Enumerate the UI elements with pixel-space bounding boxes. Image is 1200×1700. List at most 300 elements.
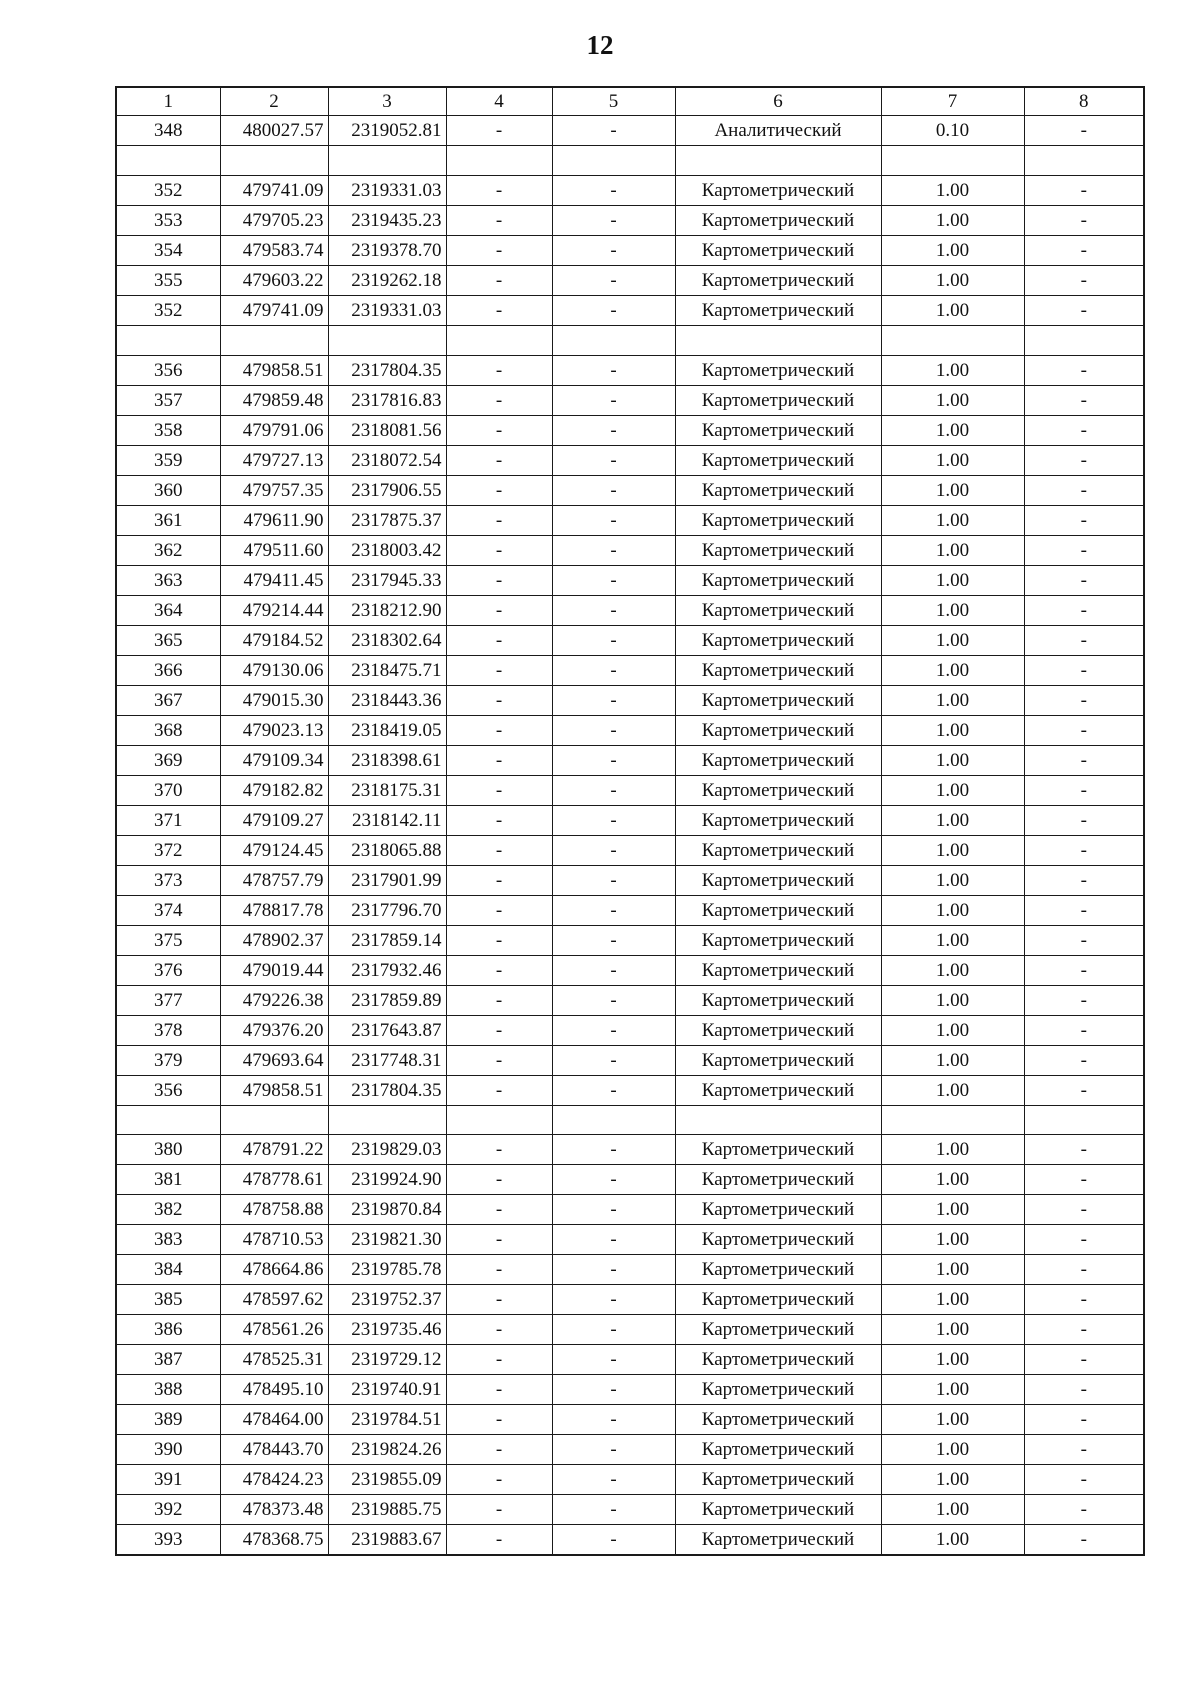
table-row: [116, 1345, 1144, 1375]
y-coordinate-cell: 2318419.05: [328, 715, 446, 745]
y-coordinate-cell: 2317859.14: [328, 925, 446, 955]
y-coordinate-cell: [328, 1105, 446, 1135]
table-row: [116, 895, 1144, 925]
x-coordinate-cell: 480027.57: [220, 116, 328, 146]
accuracy-cell: 1.00: [881, 1465, 1024, 1495]
accuracy-cell: 1.00: [881, 1345, 1024, 1375]
table-separator-row: [116, 1105, 1144, 1135]
col4-cell: -: [446, 715, 552, 745]
table-row: [116, 1015, 1144, 1045]
col5-cell: -: [552, 505, 675, 535]
method-cell: Картометрический: [675, 235, 881, 265]
point-number-cell: 369: [116, 745, 220, 775]
column-header-8: 8: [1024, 87, 1144, 116]
method-cell: Картометрический: [675, 1345, 881, 1375]
col5-cell: -: [552, 775, 675, 805]
col8-cell: -: [1024, 415, 1144, 445]
col5-cell: -: [552, 355, 675, 385]
x-coordinate-cell: 478778.61: [220, 1165, 328, 1195]
y-coordinate-cell: 2318443.36: [328, 685, 446, 715]
x-coordinate-cell: [220, 325, 328, 355]
col4-cell: -: [446, 835, 552, 865]
col8-cell: -: [1024, 1495, 1144, 1525]
table-row: [116, 1075, 1144, 1105]
col5-cell: -: [552, 475, 675, 505]
col4-cell: -: [446, 1315, 552, 1345]
table-row: [116, 385, 1144, 415]
accuracy-cell: 1.00: [881, 385, 1024, 415]
col8-cell: -: [1024, 1075, 1144, 1105]
x-coordinate-cell: 479583.74: [220, 235, 328, 265]
point-number-cell: 376: [116, 955, 220, 985]
y-coordinate-cell: 2319735.46: [328, 1315, 446, 1345]
col4-cell: -: [446, 1255, 552, 1285]
accuracy-cell: 1.00: [881, 175, 1024, 205]
method-cell: Картометрический: [675, 835, 881, 865]
col8-cell: -: [1024, 505, 1144, 535]
table-row: [116, 175, 1144, 205]
accuracy-cell: 1.00: [881, 685, 1024, 715]
col5-cell: -: [552, 1465, 675, 1495]
method-cell: Картометрический: [675, 1075, 881, 1105]
col8-cell: -: [1024, 1285, 1144, 1315]
table-row: [116, 1315, 1144, 1345]
col4-cell: -: [446, 235, 552, 265]
y-coordinate-cell: 2319829.03: [328, 1135, 446, 1165]
x-coordinate-cell: 478757.79: [220, 865, 328, 895]
col8-cell: -: [1024, 745, 1144, 775]
accuracy-cell: 1.00: [881, 535, 1024, 565]
table-row: [116, 655, 1144, 685]
table-row: [116, 925, 1144, 955]
point-number-cell: 358: [116, 415, 220, 445]
accuracy-cell: 1.00: [881, 1405, 1024, 1435]
col4-cell: -: [446, 1045, 552, 1075]
y-coordinate-cell: 2318398.61: [328, 745, 446, 775]
y-coordinate-cell: 2317906.55: [328, 475, 446, 505]
y-coordinate-cell: 2319752.37: [328, 1285, 446, 1315]
col4-cell: -: [446, 805, 552, 835]
accuracy-cell: 1.00: [881, 1525, 1024, 1556]
col8-cell: -: [1024, 955, 1144, 985]
point-number-cell: 355: [116, 265, 220, 295]
x-coordinate-cell: 478758.88: [220, 1195, 328, 1225]
point-number-cell: 363: [116, 565, 220, 595]
y-coordinate-cell: 2319883.67: [328, 1525, 446, 1556]
accuracy-cell: 1.00: [881, 1435, 1024, 1465]
col8-cell: -: [1024, 865, 1144, 895]
col5-cell: -: [552, 925, 675, 955]
method-cell: Картометрический: [675, 655, 881, 685]
y-coordinate-cell: 2318072.54: [328, 445, 446, 475]
point-number-cell: 392: [116, 1495, 220, 1525]
col4-cell: [446, 146, 552, 176]
col5-cell: [552, 325, 675, 355]
y-coordinate-cell: 2319729.12: [328, 1345, 446, 1375]
y-coordinate-cell: 2318142.11: [328, 805, 446, 835]
table-row: [116, 865, 1144, 895]
accuracy-cell: 1.00: [881, 655, 1024, 685]
col8-cell: -: [1024, 116, 1144, 146]
method-cell: Картометрический: [675, 1225, 881, 1255]
x-coordinate-cell: 479791.06: [220, 415, 328, 445]
point-number-cell: 372: [116, 835, 220, 865]
table-row: [116, 1165, 1144, 1195]
accuracy-cell: 1.00: [881, 1015, 1024, 1045]
col4-cell: -: [446, 775, 552, 805]
col4-cell: -: [446, 265, 552, 295]
col8-cell: -: [1024, 625, 1144, 655]
table-row: [116, 1285, 1144, 1315]
point-number-cell: 353: [116, 205, 220, 235]
table-row: [116, 775, 1144, 805]
col5-cell: -: [552, 655, 675, 685]
y-coordinate-cell: 2317859.89: [328, 985, 446, 1015]
y-coordinate-cell: 2317901.99: [328, 865, 446, 895]
x-coordinate-cell: 479015.30: [220, 685, 328, 715]
col8-cell: -: [1024, 535, 1144, 565]
column-header-2: 2: [220, 87, 328, 116]
accuracy-cell: 1.00: [881, 1195, 1024, 1225]
accuracy-cell: 1.00: [881, 355, 1024, 385]
col5-cell: -: [552, 1525, 675, 1556]
table-row: [116, 1405, 1144, 1435]
point-number-cell: [116, 325, 220, 355]
point-number-cell: 389: [116, 1405, 220, 1435]
table-row: [116, 355, 1144, 385]
column-header-7: 7: [881, 87, 1024, 116]
y-coordinate-cell: 2317748.31: [328, 1045, 446, 1075]
table-body: [116, 116, 1144, 1556]
table-row: [116, 955, 1144, 985]
table-row: [116, 535, 1144, 565]
col4-cell: -: [446, 1495, 552, 1525]
x-coordinate-cell: 478368.75: [220, 1525, 328, 1556]
y-coordinate-cell: 2319740.91: [328, 1375, 446, 1405]
y-coordinate-cell: 2319435.23: [328, 205, 446, 235]
col5-cell: -: [552, 1435, 675, 1465]
col8-cell: -: [1024, 265, 1144, 295]
accuracy-cell: 1.00: [881, 745, 1024, 775]
col8-cell: -: [1024, 295, 1144, 325]
method-cell: Картометрический: [675, 1255, 881, 1285]
accuracy-cell: [881, 146, 1024, 176]
col8-cell: -: [1024, 685, 1144, 715]
accuracy-cell: 1.00: [881, 895, 1024, 925]
table-row: [116, 805, 1144, 835]
col4-cell: -: [446, 565, 552, 595]
col8-cell: -: [1024, 205, 1144, 235]
point-number-cell: 371: [116, 805, 220, 835]
col8-cell: -: [1024, 1525, 1144, 1556]
point-number-cell: 356: [116, 355, 220, 385]
method-cell: Картометрический: [675, 505, 881, 535]
accuracy-cell: 1.00: [881, 865, 1024, 895]
point-number-cell: [116, 146, 220, 176]
col4-cell: -: [446, 895, 552, 925]
y-coordinate-cell: 2317875.37: [328, 505, 446, 535]
x-coordinate-cell: 479757.35: [220, 475, 328, 505]
point-number-cell: [116, 1105, 220, 1135]
method-cell: Картометрический: [675, 1405, 881, 1435]
point-number-cell: 370: [116, 775, 220, 805]
col5-cell: -: [552, 205, 675, 235]
method-cell: Картометрический: [675, 925, 881, 955]
method-cell: Картометрический: [675, 865, 881, 895]
col4-cell: -: [446, 505, 552, 535]
accuracy-cell: 1.00: [881, 925, 1024, 955]
col4-cell: -: [446, 625, 552, 655]
col5-cell: -: [552, 745, 675, 775]
x-coordinate-cell: 479023.13: [220, 715, 328, 745]
point-number-cell: 354: [116, 235, 220, 265]
col4-cell: -: [446, 655, 552, 685]
point-number-cell: 379: [116, 1045, 220, 1075]
y-coordinate-cell: 2318175.31: [328, 775, 446, 805]
table-header-row: [116, 87, 1144, 116]
accuracy-cell: [881, 1105, 1024, 1135]
method-cell: Картометрический: [675, 175, 881, 205]
col5-cell: -: [552, 445, 675, 475]
col8-cell: -: [1024, 895, 1144, 925]
accuracy-cell: 1.00: [881, 235, 1024, 265]
point-number-cell: 352: [116, 295, 220, 325]
x-coordinate-cell: 479019.44: [220, 955, 328, 985]
method-cell: Картометрический: [675, 475, 881, 505]
coordinates-table: [115, 86, 1145, 1556]
method-cell: Картометрический: [675, 1165, 881, 1195]
table-row: [116, 625, 1144, 655]
y-coordinate-cell: [328, 325, 446, 355]
accuracy-cell: 1.00: [881, 415, 1024, 445]
method-cell: Картометрический: [675, 1525, 881, 1556]
table-row: [116, 505, 1144, 535]
col4-cell: -: [446, 1135, 552, 1165]
col5-cell: -: [552, 595, 675, 625]
method-cell: Картометрический: [675, 1285, 881, 1315]
col8-cell: -: [1024, 1225, 1144, 1255]
method-cell: Картометрический: [675, 1315, 881, 1345]
col4-cell: -: [446, 865, 552, 895]
point-number-cell: 352: [116, 175, 220, 205]
col4-cell: [446, 325, 552, 355]
column-header-3: 3: [328, 87, 446, 116]
col5-cell: -: [552, 895, 675, 925]
table-row: [116, 1225, 1144, 1255]
col8-cell: -: [1024, 775, 1144, 805]
x-coordinate-cell: 478443.70: [220, 1435, 328, 1465]
col5-cell: -: [552, 835, 675, 865]
y-coordinate-cell: 2319870.84: [328, 1195, 446, 1225]
accuracy-cell: 1.00: [881, 805, 1024, 835]
x-coordinate-cell: 479741.09: [220, 295, 328, 325]
x-coordinate-cell: 479226.38: [220, 985, 328, 1015]
y-coordinate-cell: 2317643.87: [328, 1015, 446, 1045]
point-number-cell: 362: [116, 535, 220, 565]
method-cell: Картометрический: [675, 265, 881, 295]
x-coordinate-cell: 478495.10: [220, 1375, 328, 1405]
accuracy-cell: 1.00: [881, 1285, 1024, 1315]
x-coordinate-cell: 479184.52: [220, 625, 328, 655]
col4-cell: -: [446, 1345, 552, 1375]
x-coordinate-cell: 479182.82: [220, 775, 328, 805]
col8-cell: [1024, 146, 1144, 176]
col8-cell: -: [1024, 1255, 1144, 1285]
col5-cell: [552, 146, 675, 176]
y-coordinate-cell: 2319824.26: [328, 1435, 446, 1465]
col5-cell: -: [552, 565, 675, 595]
x-coordinate-cell: 478597.62: [220, 1285, 328, 1315]
col4-cell: -: [446, 355, 552, 385]
col8-cell: -: [1024, 475, 1144, 505]
y-coordinate-cell: 2317796.70: [328, 895, 446, 925]
point-number-cell: 385: [116, 1285, 220, 1315]
col8-cell: -: [1024, 1405, 1144, 1435]
col4-cell: -: [446, 1015, 552, 1045]
col5-cell: -: [552, 235, 675, 265]
x-coordinate-cell: 478373.48: [220, 1495, 328, 1525]
y-coordinate-cell: 2318302.64: [328, 625, 446, 655]
table-row: [116, 685, 1144, 715]
method-cell: Картометрический: [675, 625, 881, 655]
table-row: [116, 835, 1144, 865]
table-row: [116, 1465, 1144, 1495]
accuracy-cell: 1.00: [881, 1375, 1024, 1405]
column-header-1: 1: [116, 87, 220, 116]
x-coordinate-cell: 478464.00: [220, 1405, 328, 1435]
point-number-cell: 382: [116, 1195, 220, 1225]
method-cell: Картометрический: [675, 1045, 881, 1075]
col4-cell: -: [446, 116, 552, 146]
y-coordinate-cell: 2319331.03: [328, 295, 446, 325]
x-coordinate-cell: 478664.86: [220, 1255, 328, 1285]
col8-cell: -: [1024, 1195, 1144, 1225]
point-number-cell: 391: [116, 1465, 220, 1495]
col5-cell: -: [552, 1285, 675, 1315]
x-coordinate-cell: 479109.27: [220, 805, 328, 835]
col8-cell: -: [1024, 805, 1144, 835]
y-coordinate-cell: 2319784.51: [328, 1405, 446, 1435]
col5-cell: -: [552, 1045, 675, 1075]
table-row: [116, 985, 1144, 1015]
y-coordinate-cell: 2319052.81: [328, 116, 446, 146]
page-number: 12: [586, 30, 614, 60]
method-cell: Картометрический: [675, 715, 881, 745]
col4-cell: -: [446, 595, 552, 625]
point-number-cell: 367: [116, 685, 220, 715]
col5-cell: -: [552, 865, 675, 895]
col5-cell: -: [552, 715, 675, 745]
table-row: [116, 415, 1144, 445]
point-number-cell: 380: [116, 1135, 220, 1165]
point-number-cell: 360: [116, 475, 220, 505]
table-row: [116, 1525, 1144, 1556]
col8-cell: -: [1024, 1135, 1144, 1165]
col5-cell: [552, 1105, 675, 1135]
col5-cell: -: [552, 385, 675, 415]
y-coordinate-cell: 2319378.70: [328, 235, 446, 265]
method-cell: Картометрический: [675, 1435, 881, 1465]
y-coordinate-cell: 2317945.33: [328, 565, 446, 595]
accuracy-cell: 1.00: [881, 205, 1024, 235]
x-coordinate-cell: 478817.78: [220, 895, 328, 925]
method-cell: Картометрический: [675, 1195, 881, 1225]
table-row: [116, 565, 1144, 595]
method-cell: Картометрический: [675, 1465, 881, 1495]
col4-cell: -: [446, 475, 552, 505]
col5-cell: -: [552, 1345, 675, 1375]
col8-cell: -: [1024, 1015, 1144, 1045]
column-header-5: 5: [552, 87, 675, 116]
point-number-cell: 348: [116, 116, 220, 146]
table-row: [116, 1375, 1144, 1405]
accuracy-cell: 1.00: [881, 1495, 1024, 1525]
col5-cell: -: [552, 1075, 675, 1105]
table-row: [116, 595, 1144, 625]
accuracy-cell: 1.00: [881, 295, 1024, 325]
x-coordinate-cell: 479859.48: [220, 385, 328, 415]
method-cell: Картометрический: [675, 415, 881, 445]
y-coordinate-cell: 2318475.71: [328, 655, 446, 685]
y-coordinate-cell: 2319331.03: [328, 175, 446, 205]
col4-cell: -: [446, 535, 552, 565]
method-cell: Картометрический: [675, 1135, 881, 1165]
col5-cell: -: [552, 1495, 675, 1525]
accuracy-cell: 1.00: [881, 475, 1024, 505]
col8-cell: -: [1024, 1375, 1144, 1405]
y-coordinate-cell: 2318081.56: [328, 415, 446, 445]
x-coordinate-cell: 479693.64: [220, 1045, 328, 1075]
col8-cell: -: [1024, 1315, 1144, 1345]
table-row: [116, 445, 1144, 475]
table-row: [116, 745, 1144, 775]
col4-cell: -: [446, 1075, 552, 1105]
x-coordinate-cell: 478791.22: [220, 1135, 328, 1165]
table-row: [116, 265, 1144, 295]
method-cell: Картометрический: [675, 805, 881, 835]
point-number-cell: 383: [116, 1225, 220, 1255]
col5-cell: -: [552, 265, 675, 295]
table-row: [116, 1195, 1144, 1225]
x-coordinate-cell: 479130.06: [220, 655, 328, 685]
table-row: [116, 1255, 1144, 1285]
col4-cell: -: [446, 385, 552, 415]
table-row: [116, 1135, 1144, 1165]
point-number-cell: 387: [116, 1345, 220, 1375]
x-coordinate-cell: 479705.23: [220, 205, 328, 235]
accuracy-cell: 1.00: [881, 445, 1024, 475]
col8-cell: -: [1024, 235, 1144, 265]
point-number-cell: 359: [116, 445, 220, 475]
table-row: [116, 715, 1144, 745]
col8-cell: -: [1024, 1435, 1144, 1465]
column-header-4: 4: [446, 87, 552, 116]
method-cell: Картометрический: [675, 445, 881, 475]
point-number-cell: 365: [116, 625, 220, 655]
x-coordinate-cell: [220, 1105, 328, 1135]
col5-cell: -: [552, 1315, 675, 1345]
col8-cell: -: [1024, 715, 1144, 745]
table-row: [116, 295, 1144, 325]
x-coordinate-cell: 478902.37: [220, 925, 328, 955]
method-cell: Картометрический: [675, 1375, 881, 1405]
x-coordinate-cell: 479376.20: [220, 1015, 328, 1045]
col4-cell: -: [446, 925, 552, 955]
method-cell: Картометрический: [675, 535, 881, 565]
point-number-cell: 364: [116, 595, 220, 625]
method-cell: [675, 146, 881, 176]
col8-cell: -: [1024, 1045, 1144, 1075]
